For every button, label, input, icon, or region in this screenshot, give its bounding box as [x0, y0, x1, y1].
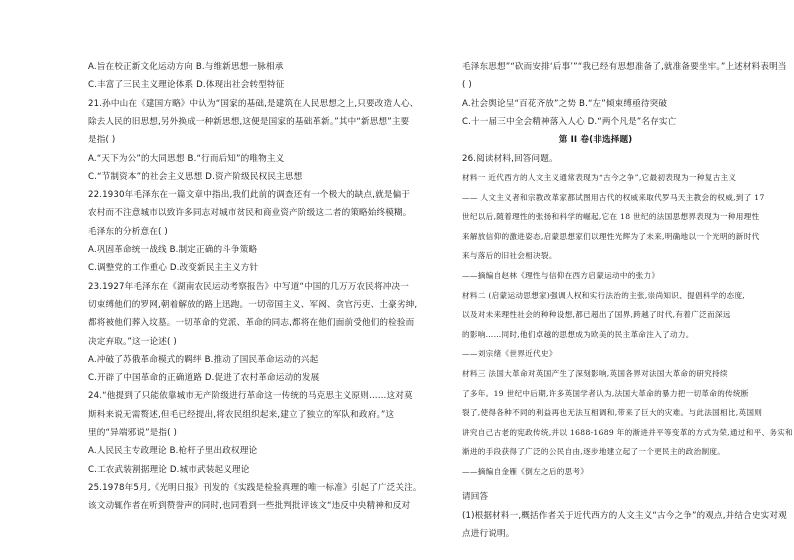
- material-line: ——摘编自金雁《倒左之后的思考》: [462, 467, 589, 476]
- question-line: A.社会舆论呈“百花齐放”之势 B.“左”倾束缚亟待突破: [462, 98, 668, 109]
- material-line: 来解放信仰的激进姿态,启蒙思想家们以理性光辉为了未来,明确地以一个光明的新时代: [462, 231, 760, 241]
- question-line: A.冲破了苏俄革命模式的羁绊 B.推动了国民革命运动的兴起: [88, 354, 319, 365]
- material-line: ——刘宗绪《世界近代史》: [462, 349, 557, 359]
- question-line: C.开辟了中国革命的正确道路 D.促进了农村革命运动的发展: [88, 373, 320, 384]
- material-line: 材料一 近代西方的人文主义通常表现为“古今之争”,它最初表现为一种复古主义: [462, 173, 737, 182]
- question-line: 是指( ): [88, 135, 116, 146]
- question-line: 25.1978年5月,《光明日报》刊发的《实践是检验真理的唯一标准》引起了广泛关注。: [88, 482, 422, 493]
- material-line: ——摘编自赵林《理性与信仰在西方启蒙运动中的张力》: [462, 271, 660, 280]
- material-line: 以及对未来理性社会的种种设想,都已超出了国界,跨越了时代,有着广泛而深远: [462, 310, 731, 320]
- question-line: C.调整党的工作重心 D.改变新民主主义方针: [88, 263, 259, 274]
- question-line: 切束缚他们的罗网,朝着解放的路上迅跑。一切帝国主义、军阀、贪官污吏、土豪劣绅,: [88, 299, 418, 310]
- question-line: 农村而不注意城市以致许多同志对城市贫民和商业资产阶级这二者的策略始终模糊。: [88, 208, 412, 219]
- question-line: 毛泽东的分析意在( ): [88, 226, 168, 237]
- question-line: 24.“他提到了只能依靠城市无产阶级进行革命这一传统的马克思主义原则……这对莫: [88, 391, 413, 402]
- material-line: 的影响……同时,他们卓越的思想成为欧美的民主革命注入了动力。: [462, 329, 694, 339]
- section-title: 第 II 卷(非选择题): [558, 135, 633, 145]
- question-intro: 26.阅读材料,回答问题。: [462, 154, 558, 164]
- question-1-line: (1)根据材料一,概括作者关于近代西方的人文主义“古今之争”的观点,并结合史实对观: [462, 511, 787, 521]
- question-line: A.“天下为公”的大同思想 B.“行而后知”的唯物主义: [88, 153, 285, 164]
- material-line: 渐进的手段获得了广泛的公民自由,逐步地建立起了一个更民主的政治制度。: [462, 447, 726, 457]
- material-line: 材料二 (启蒙运动思想家)强调人权和实行法治的主张,崇尚知识、提倡科学的态度,: [462, 290, 746, 300]
- question-line: ( ): [462, 80, 472, 91]
- question-line: C.“节制资本”的社会主义思想 D.资产阶级民权民主思想: [88, 171, 303, 182]
- question-line: A.巩固革命统一战线 B.制定正确的斗争策略: [88, 245, 258, 255]
- material-line: 讲究自己古老的宪政传统,并以 1688-1689 年的渐进并平等变革的方式为荣,通过和平、务实和: [462, 427, 794, 437]
- answer-prompt: 请回答: [462, 492, 489, 502]
- question-line: 斯科来说无需赘述,但毛已经提出,将农民组织起来,建立了独立的军队和政府。”这: [88, 409, 395, 420]
- question-line: A.旨在校正新文化运动方向 B.与维新思想一脉相承: [88, 62, 284, 72]
- question-line: 都将被他们葬入坟墓。一切革命的党派、革命的同志,都将在他们面前受他们的检验而: [88, 318, 415, 329]
- question-line: 毛泽东思想”“砍而安排‘后事’”“我已经有思想准备了,就准备要坐牢。”上述材料表明当: [462, 62, 787, 72]
- question-line: 21.孙中山在《建国方略》中认为“国家的基础,是建筑在人民思想之上,只要改造人心、: [88, 98, 419, 109]
- question-line: C.丰富了三民主义理论体系 D.体现出社会转型特征: [88, 80, 285, 91]
- question-1-line: 点进行说明。: [462, 529, 515, 540]
- question-line: 23.1927年毛泽东在《湖南农民运动考察报告》中写道“中国的几万万农民将冲决一: [88, 281, 409, 292]
- question-line: 该文动辄作者在听到赞誉声的同时,也同看到一些批判批评该文“违反中央精神和反对: [88, 501, 411, 512]
- question-line: 22.1930年毛泽东在一篇文章中指出,我们此前的调查还有一个极大的缺点,就是偏于: [88, 190, 411, 201]
- question-line: 决定弃取。”这一论述( ): [88, 336, 177, 347]
- material-line: —— 人文主义者和宗教改革家都试图用古代的权威来取代罗马天主教会的权威,到了 17: [462, 192, 765, 202]
- material-line: 来与落后的旧社会相决裂。: [462, 251, 557, 261]
- question-line: A.人民民主专政理论 B.枪杆子里出政权理论: [88, 446, 258, 457]
- question-line: 里的“异端邪说”是指( ): [88, 428, 178, 438]
- material-line: 了多年。19 世纪中后期,许多英国学者认为,法国大革命的暴力把一切革命的传统断: [462, 388, 749, 398]
- material-line: 世纪以后,随着理性的张扬和科学的崛起,它在 18 世纪的法国思想界表现为一种用理性: [462, 212, 760, 222]
- question-line: 除去人民的旧思想,另外换成一种新思想,这便是国家的基础革新。”其中“新思想”主要: [88, 116, 410, 127]
- question-line: C.工农武装割据理论 D.城市武装起义理论: [88, 464, 250, 475]
- material-line: 裂了,使得各种不同的利益再也无法互相调和,带来了巨大的灾难。与此法国相比,英国则: [462, 408, 763, 418]
- material-line: 材料三 法国大革命对英国产生了深刻影响,英国各界对法国大革命的研究持续: [462, 369, 728, 378]
- question-line: C.十一届三中全会精神落入人心 D.“两个凡是”名存实亡: [462, 116, 677, 127]
